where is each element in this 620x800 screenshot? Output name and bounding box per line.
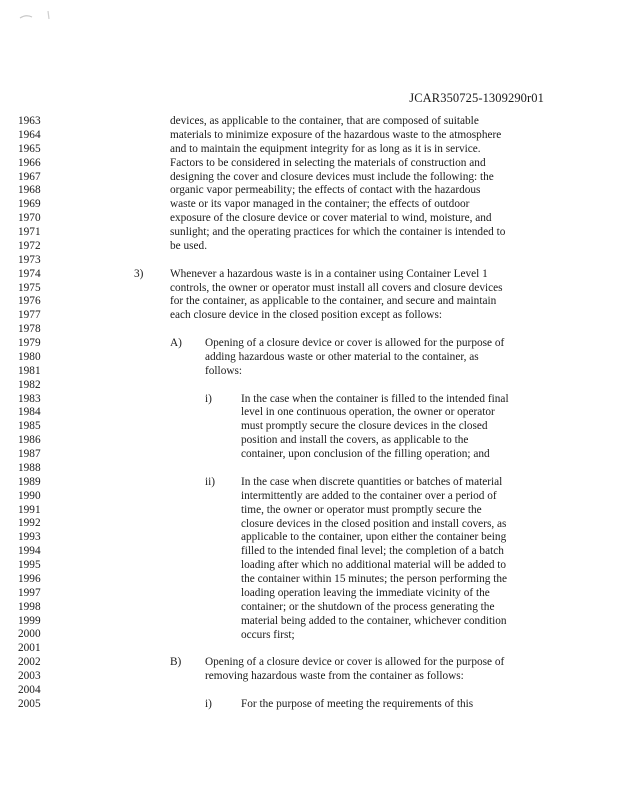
list-label: 3) — [134, 267, 144, 280]
line-number: 1986 — [18, 434, 41, 447]
line-text: container; or the shutdown of the process generating the — [241, 600, 495, 613]
line-text: For the purpose of meeting the requirements of this — [241, 697, 474, 710]
line-text: organic vapor permeability; the effects of contact with the hazardous — [170, 184, 481, 197]
line-text: container, upon conclusion of the filling operation; and — [241, 448, 490, 461]
line-text: filled to the intended final level; the completion of a batch — [241, 545, 504, 558]
line-text: must promptly secure the closure devices in the closed — [241, 420, 488, 433]
line-number: 1983 — [18, 392, 41, 405]
line-number: 1992 — [18, 517, 41, 530]
line-number: 1997 — [18, 586, 41, 599]
line-number: 1987 — [18, 448, 41, 460]
line-number: 1998 — [18, 600, 41, 613]
line-number: 1965 — [18, 142, 41, 155]
line-text: Opening of a closure device or cover is allowed for the purpose of — [205, 337, 505, 350]
line-text: devices, as applicable to the container, that are composed of suitable — [170, 115, 479, 127]
line-number: 2000 — [18, 628, 41, 641]
line-number: 1990 — [18, 489, 41, 502]
line-text: loading operation leaving the immediate vicinity of the — [241, 586, 490, 599]
line-number: 2004 — [18, 683, 41, 696]
line-number: 1995 — [18, 559, 41, 571]
line-text: waste or its vapor managed in the container; the effects of outdoor — [170, 198, 470, 211]
line-number: 1996 — [18, 572, 41, 585]
line-number: 1988 — [18, 461, 41, 474]
line-text: follows: — [205, 364, 243, 377]
line-number: 2001 — [18, 642, 41, 655]
line-text: Whenever a hazardous waste is in a container using Container Level 1 — [170, 267, 488, 280]
line-text: In the case when discrete quantities or batches of material — [241, 475, 503, 488]
line-number: 2005 — [18, 697, 41, 710]
document-id: JCAR350725-1309290r01 — [409, 91, 544, 105]
line-number: 1974 — [18, 267, 41, 280]
line-number: 1985 — [18, 420, 41, 433]
line-number: 1970 — [18, 212, 41, 225]
line-text: and to maintain the equipment integrity for as long as it is in service. — [170, 142, 481, 155]
line-number: 1989 — [18, 475, 41, 488]
line-number: 1963 — [18, 115, 41, 127]
line-number: 1999 — [18, 614, 41, 627]
line-text: controls, the owner or operator must install all covers and closure devices — [170, 281, 503, 294]
line-number: 1980 — [18, 350, 41, 363]
line-number: 1993 — [18, 531, 41, 544]
line-number: 1968 — [18, 184, 41, 197]
line-number-column — [18, 115, 41, 712]
line-text: intermittently are added to the container over a period of — [241, 489, 497, 502]
line-text: closure devices in the closed position and install covers, as — [241, 517, 507, 530]
line-text: Opening of a closure device or cover is allowed for the purpose of — [205, 656, 505, 669]
line-number: 2002 — [18, 656, 41, 669]
line-number: 1984 — [18, 406, 41, 419]
list-label: A) — [170, 337, 182, 350]
line-number: 1973 — [18, 253, 41, 266]
line-text: occurs first; — [241, 628, 295, 641]
line-text: applicable to the container, upon either the container being — [241, 531, 507, 544]
line-text: each closure device in the closed position except as follows: — [170, 309, 442, 322]
line-text: position and install the covers, as applicable to the — [241, 434, 469, 447]
line-number: 1975 — [18, 281, 41, 294]
line-text: adding hazardous waste or other material to the container, as — [205, 350, 479, 363]
line-text: Factors to be considered in selecting the materials of construction and — [170, 156, 486, 169]
line-number: 1981 — [18, 364, 41, 377]
line-text: removing hazardous waste from the container as follows: — [205, 670, 464, 683]
line-number: 1982 — [18, 378, 41, 391]
line-number: 1971 — [18, 226, 41, 238]
line-text: time, the owner or operator must promptly secure the — [241, 503, 482, 516]
line-text: be used. — [170, 239, 208, 252]
line-text: designing the cover and closure devices must include the following: the — [170, 170, 494, 183]
line-number: 1966 — [18, 156, 41, 169]
line-number: 1964 — [18, 128, 41, 141]
list-label: i) — [205, 392, 212, 405]
line-text: loading after which no additional material will be added to — [241, 559, 507, 572]
line-text: the container within 15 minutes; the person performing the — [241, 573, 508, 586]
line-text: material being added to the container, whichever condition — [241, 614, 507, 627]
line-number: 1991 — [18, 503, 41, 516]
scan-artifact-mark — [18, 8, 64, 22]
line-number: 2003 — [18, 670, 41, 682]
list-label: i) — [205, 697, 212, 710]
line-text: sunlight; and the operating practices for which the container is intended to — [170, 226, 506, 239]
line-text: In the case when the container is filled to the intended final — [241, 392, 509, 405]
line-number: 1979 — [18, 337, 41, 349]
line-number: 1967 — [18, 170, 41, 183]
line-text: level in one continuous operation, the owner or operator — [241, 406, 495, 419]
list-label: ii) — [205, 475, 216, 488]
line-text: for the container, as applicable to the container, and secure and maintain — [170, 295, 497, 308]
line-number: 1977 — [18, 309, 41, 322]
line-number: 1976 — [18, 295, 41, 308]
line-number: 1994 — [18, 545, 41, 558]
line-number: 1978 — [18, 323, 41, 336]
line-number: 1972 — [18, 239, 41, 252]
line-number: 1969 — [18, 198, 41, 211]
line-text: materials to minimize exposure of the hazardous waste to the atmosphere — [170, 128, 502, 141]
list-label: B) — [170, 656, 182, 669]
line-text: exposure of the closure device or cover material to wind, moisture, and — [170, 212, 492, 225]
